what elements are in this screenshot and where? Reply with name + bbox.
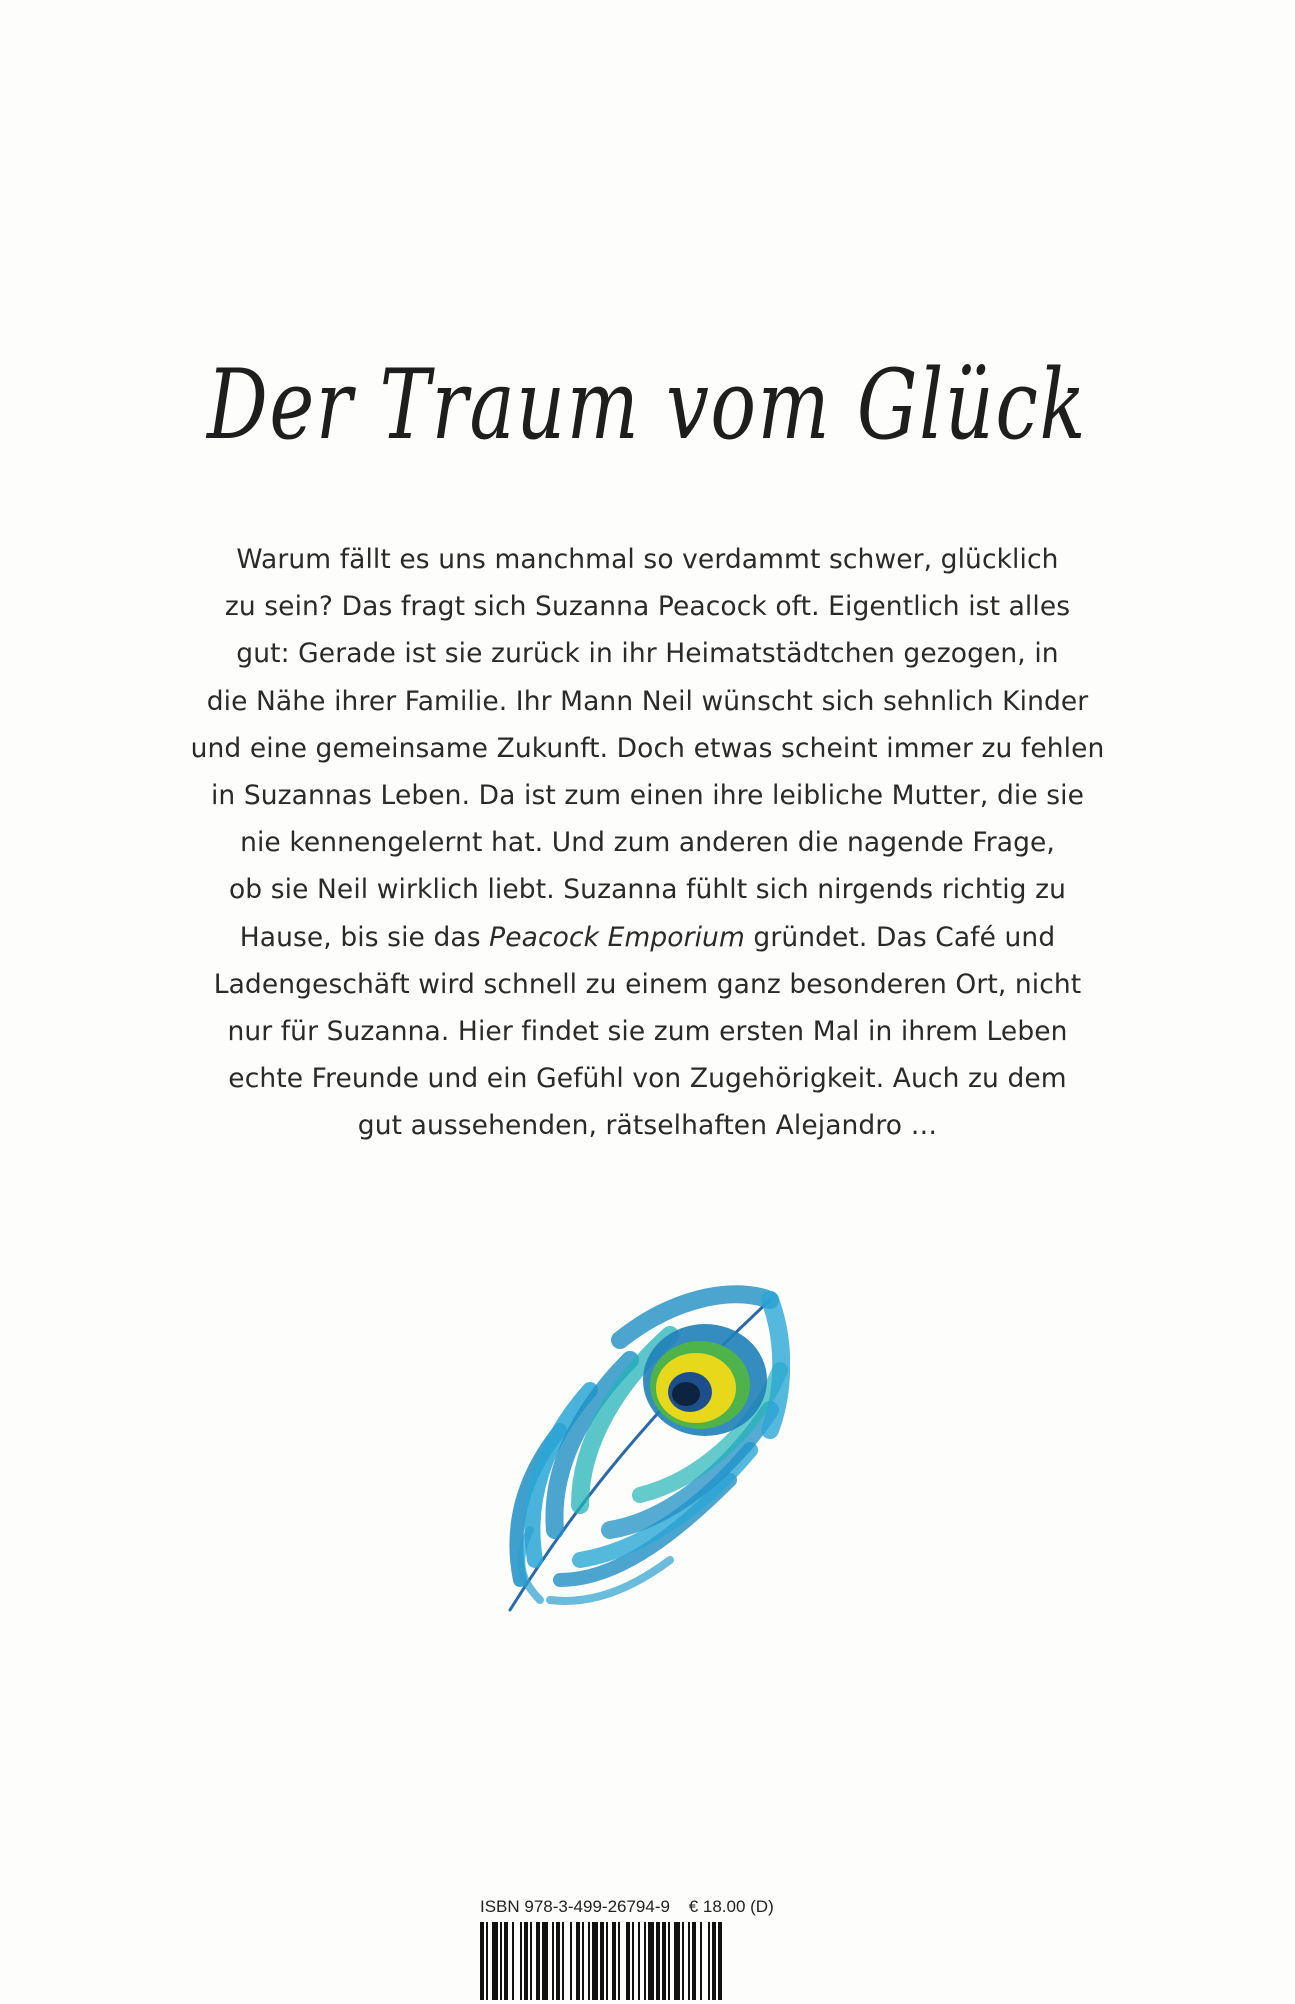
peacock-feather-icon	[500, 1280, 790, 1620]
barcode-bar	[530, 1922, 532, 2000]
barcode-bar	[480, 1922, 484, 2000]
blurb-line: gut aussehenden, rätselhaften Alejandro …	[357, 1110, 938, 1142]
barcode	[480, 1922, 816, 2000]
barcode-bar	[486, 1922, 488, 2000]
barcode-bar	[662, 1922, 666, 2000]
barcode-bar	[632, 1922, 634, 2000]
barcode-bar	[626, 1922, 630, 2000]
blurb-line: und eine gemeinsame Zukunft. Doch etwas scheint immer zu fehlen	[190, 732, 1105, 764]
barcode-bar	[712, 1922, 716, 2000]
blurb-line: zu sein? Das fragt sich Suzanna Peacock oft. Eigentlich ist alles	[224, 591, 1071, 623]
barcode-bar	[606, 1922, 608, 2000]
barcode-bar	[582, 1922, 584, 2000]
barcode-bar	[600, 1922, 604, 2000]
blurb-line	[170, 914, 1125, 961]
blurb-line: die Nähe ihrer Familie. Ihr Mann Neil wünscht sich sehnlich Kinder	[206, 685, 1089, 717]
blurb-line: Ladengeschäft wird schnell zu einem ganz besonderen Ort, nicht	[213, 968, 1082, 1000]
blurb-line: nie kennengelernt hat. Und zum anderen die nagende Frage,	[240, 827, 1055, 859]
barcode-bar	[556, 1922, 560, 2000]
barcode-bar	[504, 1922, 508, 2000]
barcode-bar	[520, 1922, 522, 2000]
blurb-line: gut: Gerade ist sie zurück in ihr Heimatstädtchen gezogen, in	[236, 638, 1059, 670]
barcode-bar	[648, 1922, 654, 2000]
barcode-bar	[708, 1922, 710, 2000]
barcode-bar	[618, 1922, 620, 2000]
barcode-bar	[524, 1922, 528, 2000]
barcode-bar	[692, 1922, 696, 2000]
blurb-text	[170, 536, 1125, 1150]
cover-title-text: Der Traum vom Glück	[205, 349, 1088, 461]
barcode-bar	[492, 1922, 498, 2000]
barcode-bar	[612, 1922, 616, 2000]
blurb-line-text: Hause, bis sie das	[239, 921, 490, 953]
blurb-line-italic: Peacock Emporium	[489, 921, 745, 953]
barcode-bar	[552, 1922, 554, 2000]
blurb-line-text: gründet. Das Café und	[744, 921, 1056, 953]
barcode-bar	[682, 1922, 684, 2000]
blurb-line: echte Freunde und ein Gefühl von Zugehörigkeit. Auch zu dem	[228, 1063, 1067, 1095]
blurb-line: in Suzannas Leben. Da ist zum einen ihre leibliche Mutter, die sie	[210, 780, 1085, 812]
barcode-bar	[588, 1922, 590, 2000]
barcode-bar	[656, 1922, 660, 2000]
barcode-bar	[644, 1922, 646, 2000]
barcode-bar	[562, 1922, 564, 2000]
barcode-bar	[638, 1922, 640, 2000]
price-text: € 18.00 (D)	[688, 1897, 774, 1916]
barcode-bar	[700, 1922, 702, 2000]
barcode-bar	[570, 1922, 572, 2000]
barcode-bar	[500, 1922, 502, 2000]
isbn-text: ISBN 978-3-499-26794-9	[480, 1897, 670, 1916]
barcode-bar	[718, 1922, 722, 2000]
barcode-bar	[674, 1922, 680, 2000]
blurb-line: ob sie Neil wirklich liebt. Suzanna fühlt sich nirgends richtig zu	[228, 874, 1067, 906]
barcode-bar	[512, 1922, 514, 2000]
cover-title	[0, 320, 1295, 500]
barcode-bar	[576, 1922, 580, 2000]
barcode-bar	[668, 1922, 670, 2000]
barcode-bar	[592, 1922, 598, 2000]
barcode-bar	[688, 1922, 690, 2000]
blurb-line: nur für Suzanna. Hier findet sie zum ersten Mal in ihrem Leben	[227, 1016, 1068, 1048]
blurb-line: Warum fällt es uns manchmal so verdammt schwer, glücklich	[236, 544, 1059, 575]
barcode-bar	[536, 1922, 540, 2000]
barcode-bar	[542, 1922, 548, 2000]
isbn-price-line	[480, 1897, 820, 1917]
